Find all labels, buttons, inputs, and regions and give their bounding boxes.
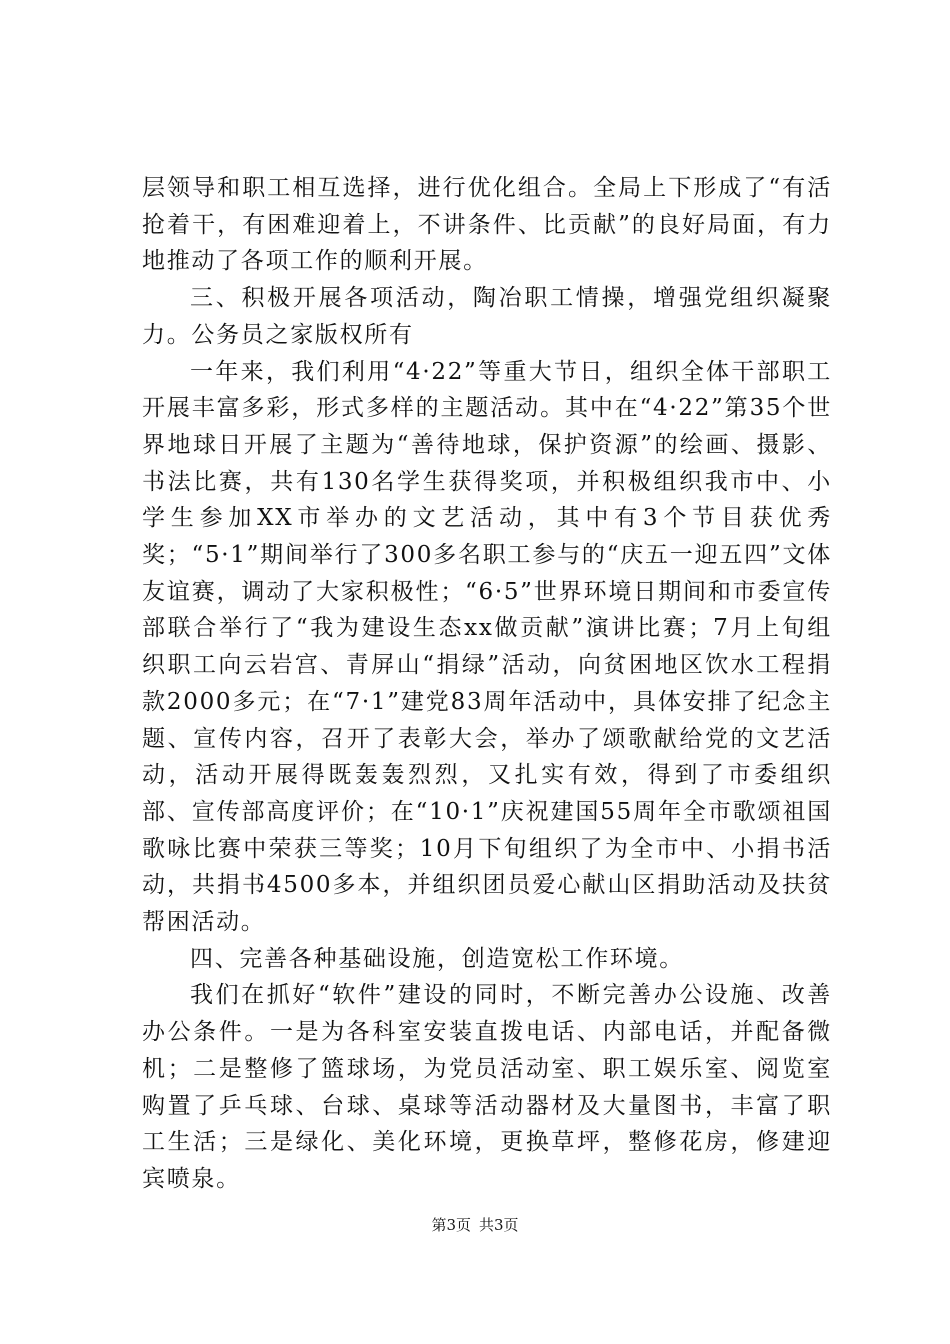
page-number: 第3页 [431,1216,471,1234]
paragraph-continuation: 层领导和职工相互选择，进行优化组合。全局上下形成了“有活抢着干，有困难迎着上，不讲条件、比贡献”的良好局面，有力地推动了各项工作的顺利开展。 [142,175,832,275]
paragraph-facilities: 我们在抓好“软件”建设的同时，不断完善办公设施、改善办公条件。一是为各科室安装直拨电话、内部电话，并配备微机；二是整修了篮球场，为党员活动室、职工娱乐室、阅览室购置了乒乓球、台球、桌球等活动器材及大量图书，丰富了职工生活；三是绿化、美化环境，更换草坪，整修花房，修建迎宾喷泉。 [142,982,832,1192]
page-total: 共3页 [479,1216,519,1234]
paragraph-activities: 一年来，我们利用“4·22”等重大节日，组织全体干部职工开展丰富多彩，形式多样的主题活动。其中在“4·22”第35个世界地球日开展了主题为“善待地球，保护资源”的绘画、摄影、书法比赛，共有130名学生获得奖项，并积极组织我市中、小学生参加XX市举办的文艺活动，其中有3个节目获优秀奖；“5·1”期间举行了300多名职工参与的“庆五一迎五四”文体友谊赛，调动了大家积极性；“6·5”世界环境日期间和市委宣传部联合举行了“我为建设生态xx做贡献”演讲比赛；7月上旬组织职工向云岩宫、青屏山“捐绿”活动，向贫困地区饮水工程捐款2000多元；在“7·1”建党83周年活动中，具体安排了纪念主题、宣传内容，召开了表彰大会，举办了颂歌献给党的文艺活动，活动开展得既轰轰烈烈，又扎实有效，得到了市委组织部、宣传部高度评价；在“10·1”庆祝建国55周年全市歌颂祖国歌咏比赛中荣获三等奖；10月下旬组织了为全市中、小捐书活动，共捐书4500多本，并组织团员爱心献山区捐助活动及扶贫帮困活动。 [142,358,832,936]
section-heading-three: 三、积极开展各项活动，陶冶职工情操，增强党组织凝聚力。公务员之家版权所有 [142,285,832,348]
page-footer [0,1215,950,1235]
document-body [142,170,832,1198]
section-heading-four: 四、完善各种基础设施，创造宽松工作环境。 [190,945,684,972]
